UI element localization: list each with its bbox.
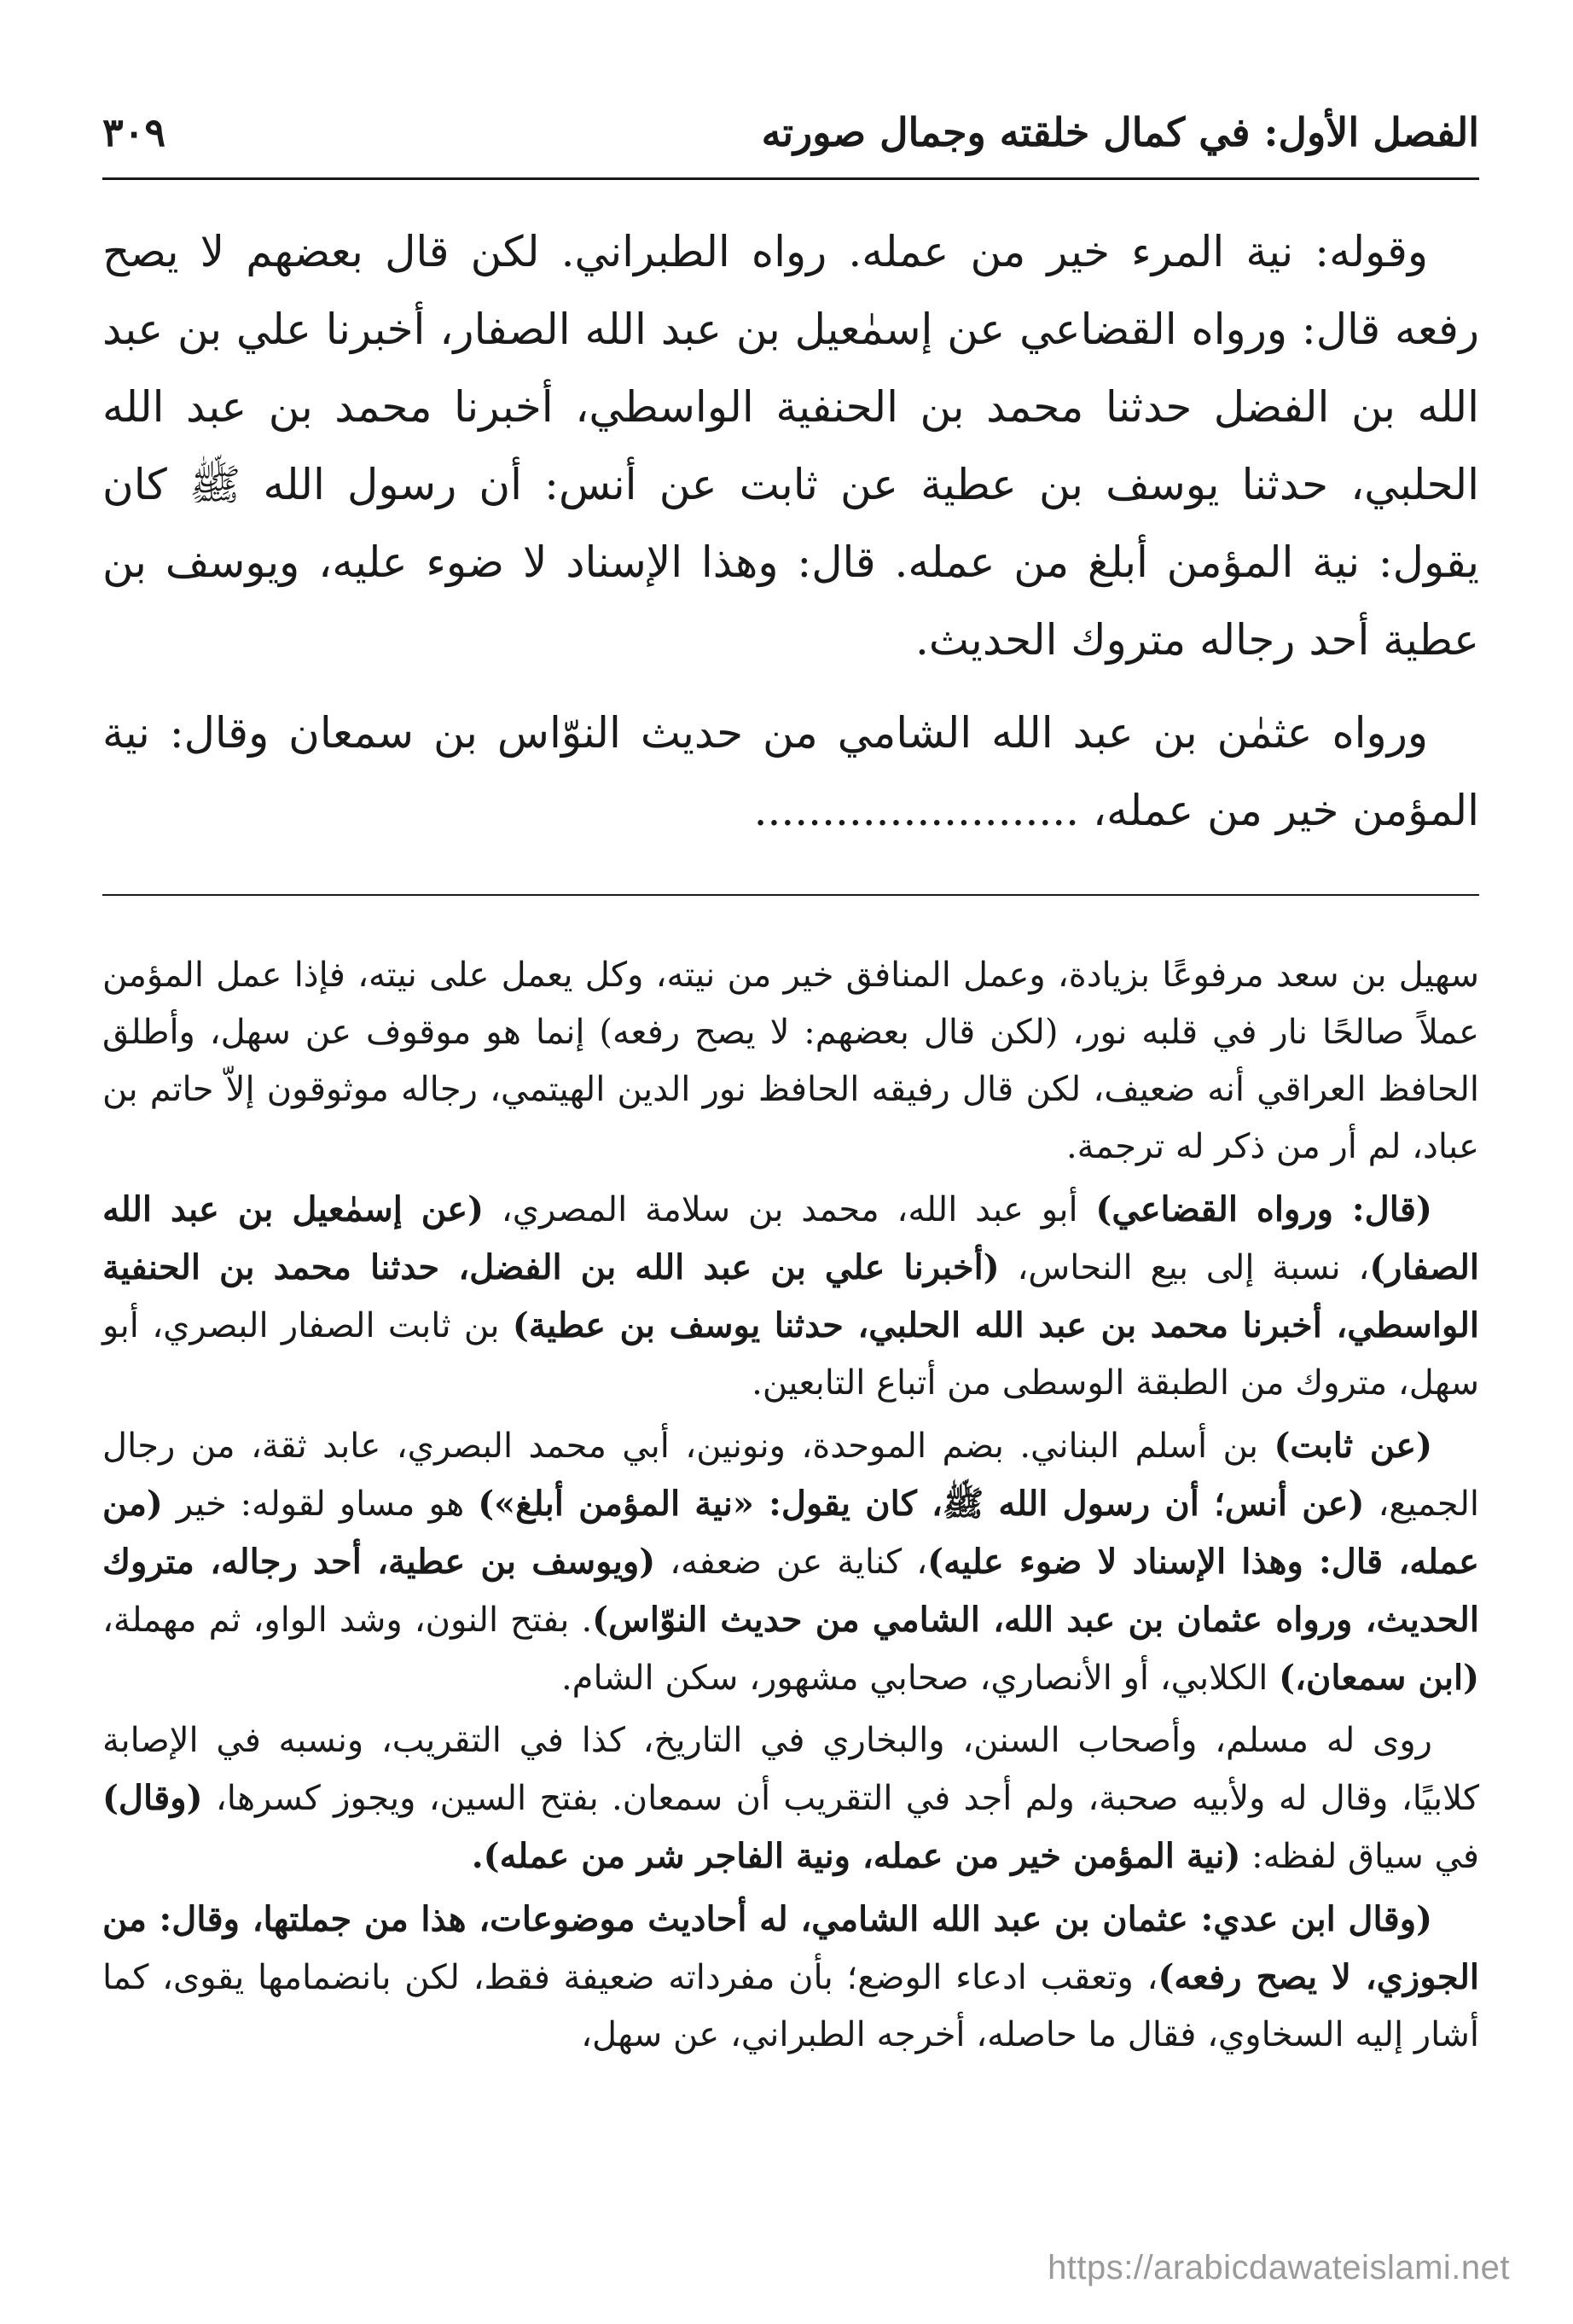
commentary-paragraph xyxy=(102,1712,1479,1885)
commentary-text: أبو عبد الله، محمد بن سلامة المصري، xyxy=(484,1190,1096,1229)
main-paragraph: وقوله: نية المرء خير من عمله. رواه الطبراني. لكن قال بعضهم لا يصح رفعه قال: ورواه القضاعي عن إسمٰعيل بن عبد الله الصفار، أخبرنا علي بن عبد الله بن الفضل حدثنا محمد بن الحنفية الواسطي، أخبرنا محمد بن عبد الله الحلبي، حدثنا يوسف بن عطية عن ثابت عن أنس: أن رسول الله ﷺ كان يقول: نية المؤمن أبلغ من عمله. قال: وهذا الإسناد لا ضوء عليه، ويوسف بن عطية أحد رجاله متروك الحديث. xyxy=(102,227,1479,665)
commentary-text: بن أسلم البناني. بضم الموحدة، ونونين، أبي محمد البصري، عابد ثقة، من رجال الجميع، xyxy=(102,1426,1479,1524)
commentary-text: الكلابي، أو الأنصاري، صحابي مشهور، سكن الشام. xyxy=(560,1659,1280,1698)
watermark-url: https://arabicdawateislami.net xyxy=(1048,2249,1510,2286)
commentary-text: ، وتعقب ادعاء الوضع؛ بأن مفرداته ضعيفة فقط، لكن بانضمامها يقوى، كما أشار إليه السخاوي، فقال ما حاصله، أخرجه الطبراني، عن سهل، xyxy=(102,1958,1479,2054)
quoted-matn: (من عمله، قال: وهذا الإسناد لا ضوء عليه) xyxy=(102,1484,1479,1582)
commentary-text: . بفتح النون، وشد الواو، ثم مهملة، xyxy=(102,1601,593,1640)
quoted-matn: (قال: ورواه القضاعي) xyxy=(1095,1189,1432,1229)
commentary-paragraph xyxy=(102,1417,1479,1707)
commentary-text: في سياق لفظه: xyxy=(1240,1837,1479,1876)
quoted-matn: (عن إسمٰعيل بن عبد الله الصفار) xyxy=(102,1189,1479,1287)
commentary-divider xyxy=(102,894,1479,896)
quoted-matn: (نية المؤمن خير من عمله، ونية الفاجر شر من عمله). xyxy=(471,1836,1241,1876)
header-rule xyxy=(102,177,1479,180)
page-header xyxy=(102,102,1479,162)
quoted-matn: (أخبرنا علي بن عبد الله بن الفضل، حدثنا محمد بن الحنفية الواسطي، أخبرنا محمد بن عبد الله الحلبي، حدثنا يوسف بن عطية) xyxy=(102,1247,1479,1345)
quoted-matn: (عن أنس؛ أن رسول الله ﷺ، كان يقول: «نية المؤمن أبلغ») xyxy=(478,1484,1365,1524)
chapter-title: الفصل الأول: في كمال خلقته وجمال صورته xyxy=(761,109,1479,155)
commentary-text: بن ثابت الصفار البصري، أبو سهل، متروك من الطبقة الوسطى من أتباع التابعين. xyxy=(102,1306,1479,1403)
quoted-matn: (ابن سمعان،) xyxy=(1279,1658,1479,1698)
commentary-text: ، نسبة إلى بيع النحاس، xyxy=(999,1248,1370,1287)
main-text xyxy=(102,213,1479,865)
quoted-matn: (وقال) xyxy=(102,1778,203,1818)
commentary-paragraph xyxy=(102,1891,1479,2064)
quoted-matn: (وقال ابن عدي: عثمان بن عبد الله الشامي، له أحاديث موضوعات، هذا من جملتها، وقال: من الجوزي، لا يصح رفعه) xyxy=(102,1899,1480,1997)
page-number: ٣٠٩ xyxy=(102,109,166,155)
commentary xyxy=(102,947,1479,2069)
quoted-matn: (عن ثابت) xyxy=(1274,1426,1432,1466)
main-paragraph: ورواه عثمٰن بن عبد الله الشامي من حديث النوّاس بن سمعان وقال: نية المؤمن خير من عمله، ........................ xyxy=(102,708,1479,835)
commentary-text: هو مساو لقوله: خير xyxy=(162,1484,479,1524)
commentary-text: ، كناية عن ضعفه، xyxy=(655,1543,928,1582)
commentary-paragraph xyxy=(102,1181,1479,1412)
commentary-text: روى له مسلم، وأصحاب السنن، والبخاري في التاريخ، كذا في التقريب، ونسبه في الإصابة كلابيًا، وقال له ولأبيه صحبة، ولم أجد في التقريب أن سمعان. بفتح السين، ويجوز كسرها، xyxy=(102,1721,1479,1818)
quoted-matn: (ويوسف بن عطية، أحد رجاله، متروك الحديث، ورواه عثمان بن عبد الله، الشامي من حديث النوّاس) xyxy=(102,1542,1479,1640)
commentary-paragraph: سهيل بن سعد مرفوعًا بزيادة، وعمل المنافق خير من نيته، وكل يعمل على نيته، فإذا عمل المؤمن عملاً صالحًا نار في قلبه نور، (لكن قال بعضهم: لا يصح رفعه) إنما هو موقوف عن سهل، وأطلق الحافظ العراقي أنه ضعيف، لكن قال رفيقه الحافظ نور الدين الهيتمي، رجاله موثوقون إلاّ حاتم بن عباد، لم أر من ذكر له ترجمة. xyxy=(102,956,1479,1166)
